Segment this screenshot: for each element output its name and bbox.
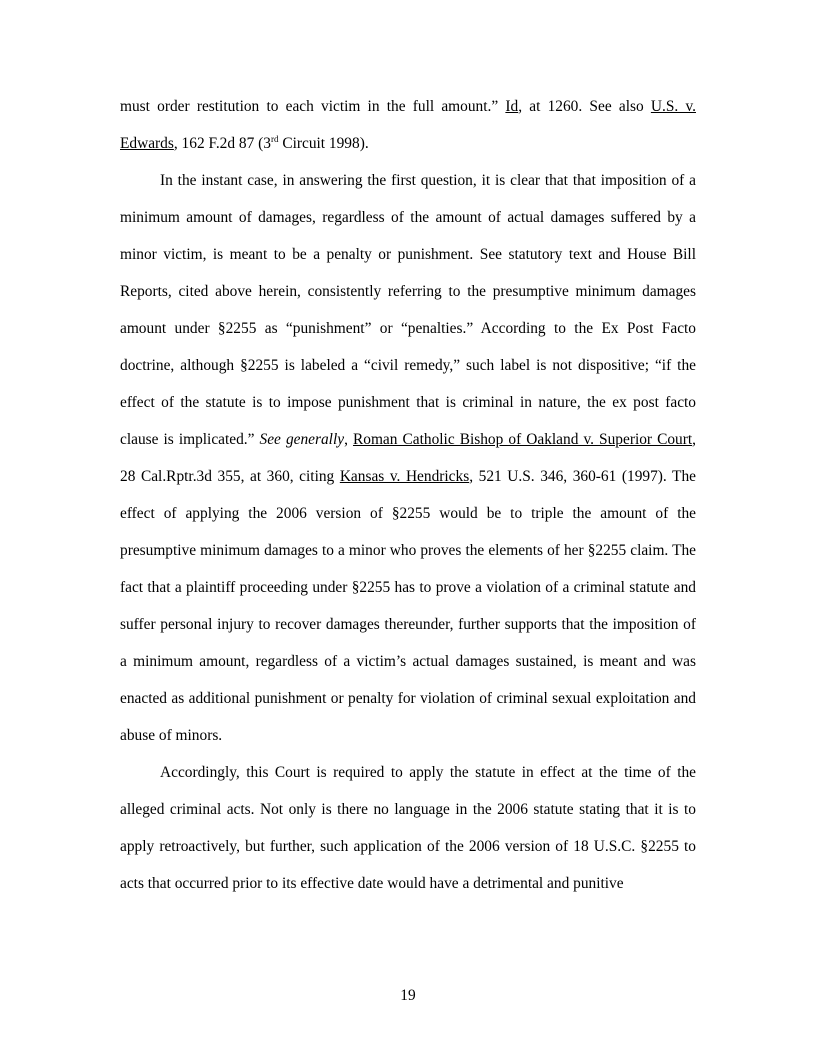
text-run: , bbox=[344, 431, 353, 448]
text-run: , 28 Cal.Rptr.3d 355, at 360, citing bbox=[120, 431, 697, 485]
paragraph-3 bbox=[120, 754, 696, 902]
text-run: must order restitution to each victim in the full amount.” bbox=[120, 98, 506, 115]
case-citation-roman-catholic-bishop: Roman Catholic Bishop of Oakland v. Superior Court bbox=[352, 431, 693, 448]
signal-see-generally: See generally bbox=[259, 431, 345, 448]
text-run: , at 1260. See also bbox=[518, 98, 651, 115]
text-run: , 162 F.2d 87 (3 bbox=[173, 135, 271, 152]
paragraph-1 bbox=[120, 88, 696, 162]
page-number: 19 bbox=[400, 987, 416, 1004]
ordinal-superscript: rd bbox=[270, 134, 279, 144]
text-run: Circuit 1998). bbox=[278, 135, 369, 152]
case-citation-id: Id bbox=[505, 98, 519, 115]
text-run: , 521 U.S. 346, 360-61 (1997). The effect of applying the 2006 version of §2255 would be to triple the amount of the presumptive minimum damages to a minor who proves the elements of her §2255 claim. The fact that a plaintiff proceeding under §2255 has to prove a violation of a criminal statute and suffer personal injury to recover damages thereunder, further supports that the imposition of a minimum amount, regardless of a victim’s actual damages sustained, is meant and was enacted as additional punishment or penalty for violation of criminal sexual exploitation and abuse of minors. bbox=[120, 468, 696, 744]
case-citation-edwards: U.S. v. Edwards bbox=[120, 98, 696, 152]
text-run: Accordingly, this Court is required to apply the statute in effect at the time of the alleged criminal acts. Not only is there no language in the 2006 statute stating that it is to apply retroactively, but further, such application of the 2006 version of 18 U.S.C. §2255 to acts that occurred prior to its effective date would have a detrimental and punitive bbox=[120, 764, 696, 892]
case-citation-kansas-v-hendricks: Kansas v. Hendricks bbox=[339, 468, 470, 485]
paragraph-2 bbox=[120, 162, 696, 754]
document-body bbox=[120, 88, 696, 902]
text-run: In the instant case, in answering the first question, it is clear that that imposition of a minimum amount of damages, regardless of the amount of actual damages suffered by a minor victim, is meant to be a penalty or punishment. See statutory text and House Bill Reports, cited above herein, consistently referring to the presumptive minimum damages amount under §2255 as “punishment” or “penalties.” According to the Ex Post Facto doctrine, although §2255 is labeled a “civil remedy,” such label is not dispositive; “if the effect of the statute is to impose punishment that is criminal in nature, the ex post facto clause is implicated.” bbox=[120, 172, 696, 448]
